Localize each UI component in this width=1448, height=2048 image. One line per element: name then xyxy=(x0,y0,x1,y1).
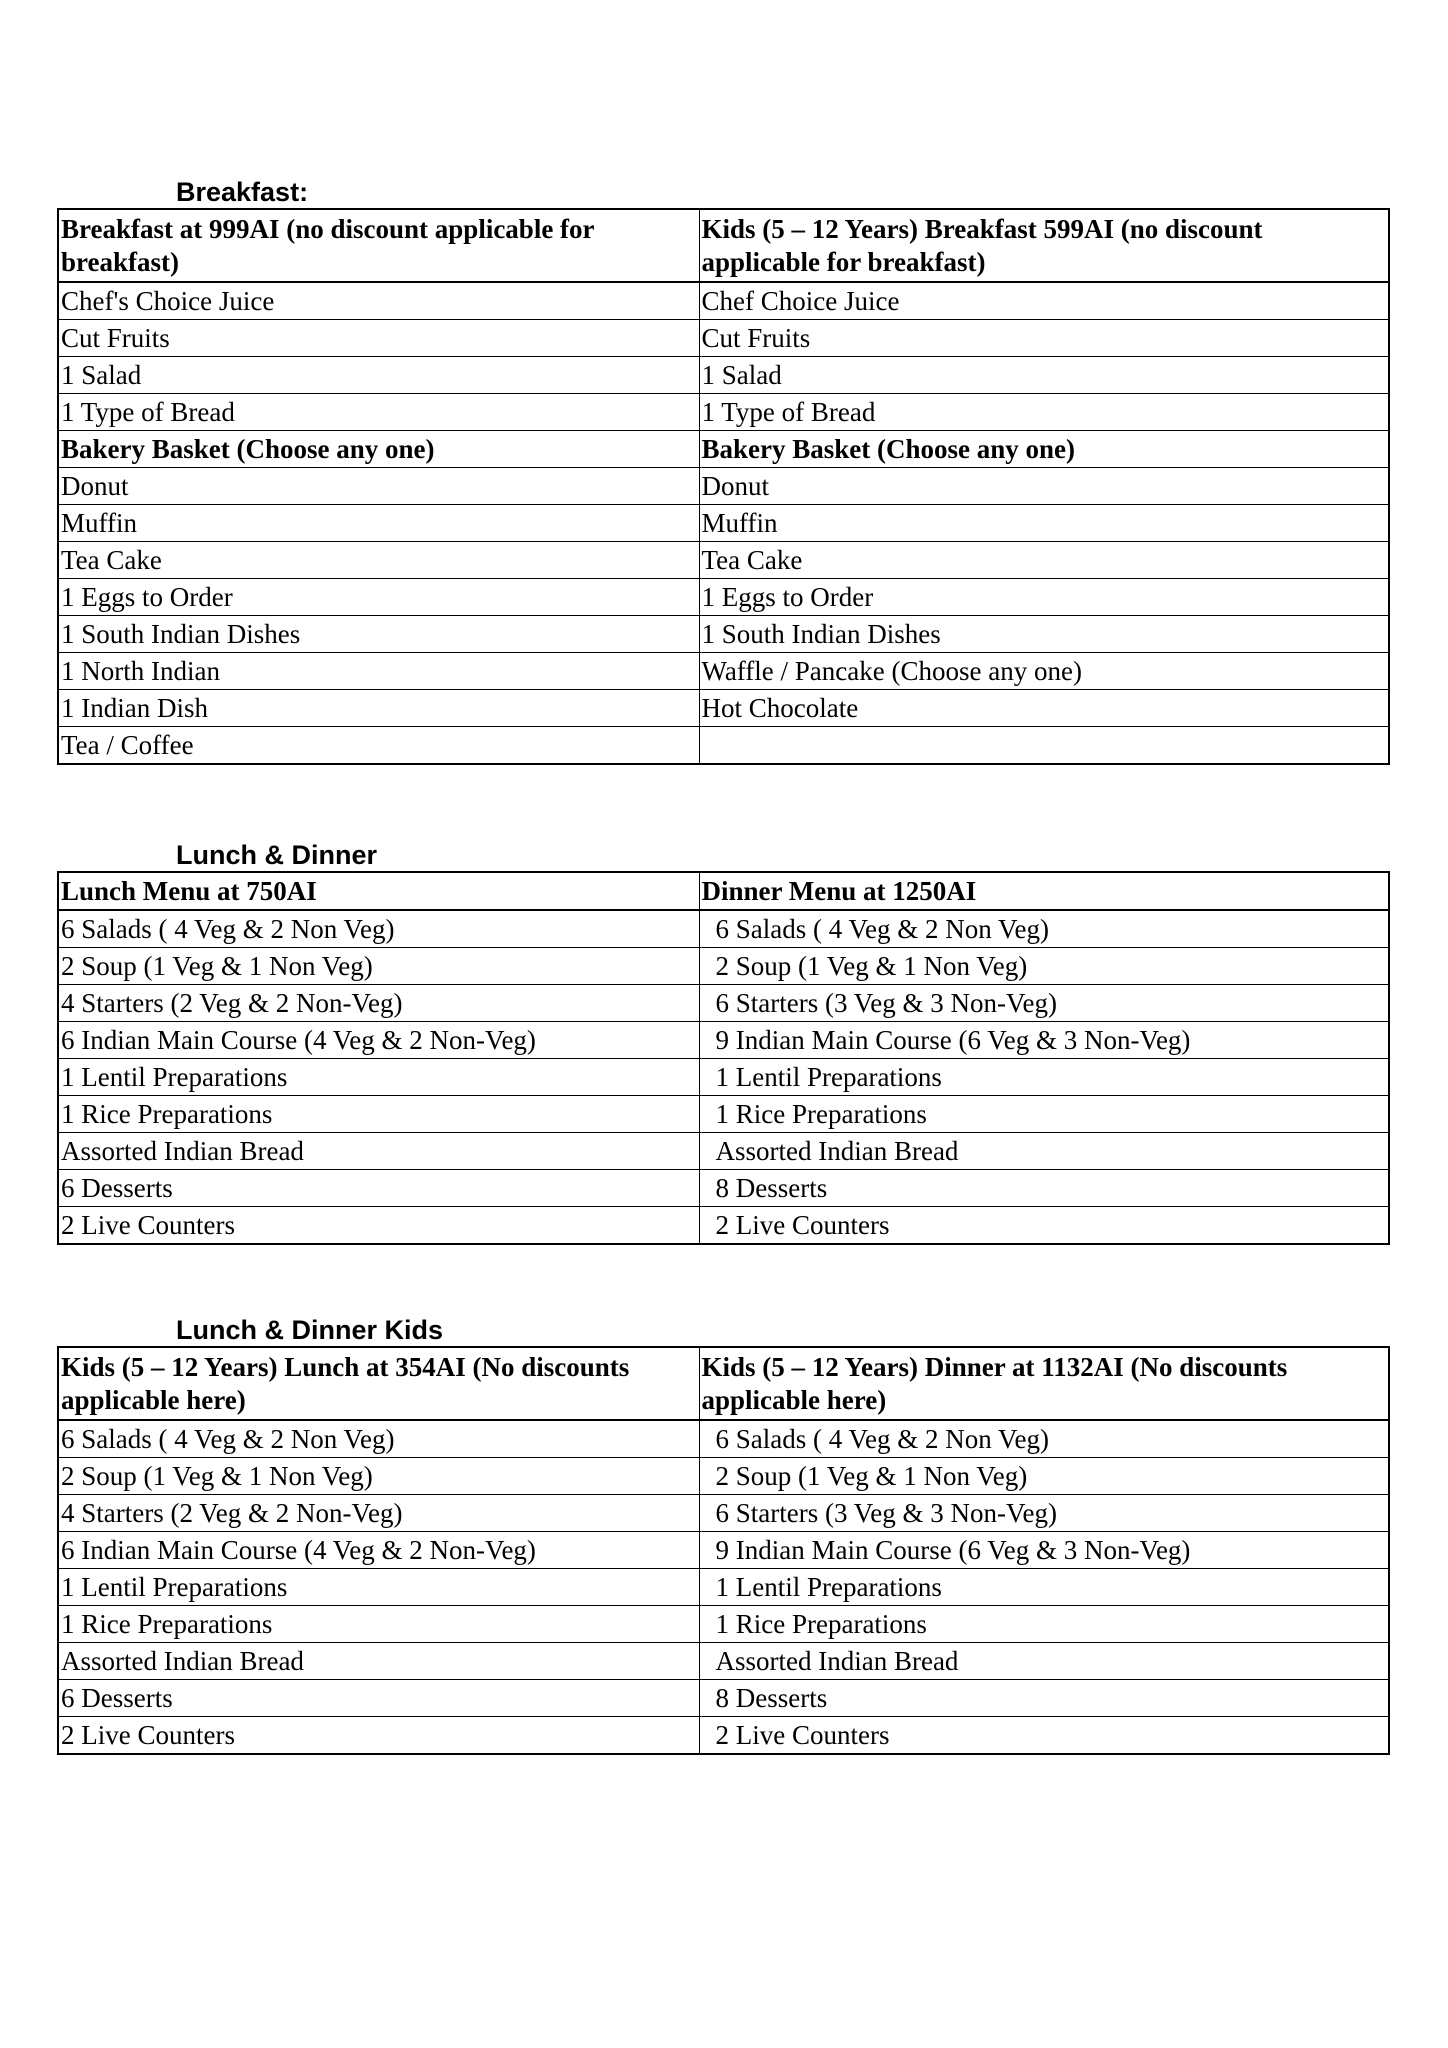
cell-left: 4 Starters (2 Veg & 2 Non-Veg) xyxy=(58,985,699,1022)
table-row xyxy=(58,1420,1389,1458)
cell-left: 6 Desserts xyxy=(58,1680,699,1717)
cell-right: Chef Choice Juice xyxy=(699,282,1389,320)
table-row xyxy=(58,1133,1389,1170)
cell-right xyxy=(699,727,1389,765)
breakfast-section xyxy=(57,176,1388,765)
table-row xyxy=(58,468,1389,505)
table-row xyxy=(58,910,1389,948)
cell-left: 1 Rice Preparations xyxy=(58,1096,699,1133)
cell-left: 1 South Indian Dishes xyxy=(58,616,699,653)
cell-left: 6 Salads ( 4 Veg & 2 Non Veg) xyxy=(58,910,699,948)
table-row xyxy=(58,653,1389,690)
cell-left: 1 Type of Bread xyxy=(58,394,699,431)
cell-left: 1 Salad xyxy=(58,357,699,394)
table-row-subheading xyxy=(58,431,1389,468)
table-row xyxy=(58,948,1389,985)
header-cell-left: Breakfast at 999AI (no discount applicable for breakfast) xyxy=(58,209,699,282)
table-row xyxy=(58,1458,1389,1495)
table-row xyxy=(58,1207,1389,1245)
cell-left: Assorted Indian Bread xyxy=(58,1643,699,1680)
lunch-dinner-kids-section xyxy=(57,1314,1388,1755)
cell-left: 1 Rice Preparations xyxy=(58,1606,699,1643)
cell-right: 2 Soup (1 Veg & 1 Non Veg) xyxy=(699,948,1389,985)
table-row xyxy=(58,1606,1389,1643)
table-row xyxy=(58,1059,1389,1096)
cell-right: 1 Rice Preparations xyxy=(699,1606,1389,1643)
cell-right: 1 South Indian Dishes xyxy=(699,616,1389,653)
cell-right: 1 Type of Bread xyxy=(699,394,1389,431)
cell-left: Muffin xyxy=(58,505,699,542)
cell-left: 1 Lentil Preparations xyxy=(58,1059,699,1096)
cell-right: 1 Lentil Preparations xyxy=(699,1569,1389,1606)
cell-right: 6 Starters (3 Veg & 3 Non-Veg) xyxy=(699,985,1389,1022)
section-title: Lunch & Dinner Kids xyxy=(176,1315,444,1345)
header-cell-right: Kids (5 – 12 Years) Dinner at 1132AI (No discounts applicable here) xyxy=(699,1347,1389,1420)
cell-left: Donut xyxy=(58,468,699,505)
table-row xyxy=(58,394,1389,431)
table-row xyxy=(58,542,1389,579)
cell-left: 1 Eggs to Order xyxy=(58,579,699,616)
header-cell-left: Lunch Menu at 750AI xyxy=(58,872,699,910)
cell-right: Tea Cake xyxy=(699,542,1389,579)
cell-right: Donut xyxy=(699,468,1389,505)
cell-left: 6 Salads ( 4 Veg & 2 Non Veg) xyxy=(58,1420,699,1458)
cell-left: 1 Indian Dish xyxy=(58,690,699,727)
cell-left: Chef's Choice Juice xyxy=(58,282,699,320)
cell-right: 6 Salads ( 4 Veg & 2 Non Veg) xyxy=(699,910,1389,948)
cell-right: Waffle / Pancake (Choose any one) xyxy=(699,653,1389,690)
section-title: Lunch & Dinner xyxy=(176,840,377,870)
cell-left: 6 Desserts xyxy=(58,1170,699,1207)
table-row xyxy=(58,579,1389,616)
table-row xyxy=(58,1022,1389,1059)
cell-right: 1 Rice Preparations xyxy=(699,1096,1389,1133)
cell-right: Assorted Indian Bread xyxy=(699,1643,1389,1680)
header-cell-left: Kids (5 – 12 Years) Lunch at 354AI (No discounts applicable here) xyxy=(58,1347,699,1420)
cell-left: Bakery Basket (Choose any one) xyxy=(58,431,699,468)
table-row xyxy=(58,727,1389,765)
cell-right: Cut Fruits xyxy=(699,320,1389,357)
cell-right: 9 Indian Main Course (6 Veg & 3 Non-Veg) xyxy=(699,1532,1389,1569)
header-cell-right: Kids (5 – 12 Years) Breakfast 599AI (no discount applicable for breakfast) xyxy=(699,209,1389,282)
cell-left: 2 Live Counters xyxy=(58,1717,699,1755)
table-row xyxy=(58,690,1389,727)
cell-right: Bakery Basket (Choose any one) xyxy=(699,431,1389,468)
table-row xyxy=(58,505,1389,542)
cell-left: 6 Indian Main Course (4 Veg & 2 Non-Veg) xyxy=(58,1532,699,1569)
cell-right: 1 Salad xyxy=(699,357,1389,394)
cell-left: 1 Lentil Preparations xyxy=(58,1569,699,1606)
cell-right: 2 Soup (1 Veg & 1 Non Veg) xyxy=(699,1458,1389,1495)
cell-right: Hot Chocolate xyxy=(699,690,1389,727)
table-row xyxy=(58,1532,1389,1569)
cell-right: 1 Lentil Preparations xyxy=(699,1059,1389,1096)
table-header-row xyxy=(58,209,1389,282)
lunch-dinner-table xyxy=(57,871,1390,1245)
table-header-row xyxy=(58,872,1389,910)
table-row xyxy=(58,1643,1389,1680)
cell-right: 9 Indian Main Course (6 Veg & 3 Non-Veg) xyxy=(699,1022,1389,1059)
cell-left: Cut Fruits xyxy=(58,320,699,357)
cell-right: 2 Live Counters xyxy=(699,1717,1389,1755)
header-cell-right: Dinner Menu at 1250AI xyxy=(699,872,1389,910)
cell-left: 1 North Indian xyxy=(58,653,699,690)
table-row xyxy=(58,1495,1389,1532)
cell-left: Tea / Coffee xyxy=(58,727,699,765)
cell-right: 1 Eggs to Order xyxy=(699,579,1389,616)
cell-left: 6 Indian Main Course (4 Veg & 2 Non-Veg) xyxy=(58,1022,699,1059)
table-row xyxy=(58,616,1389,653)
cell-left: Assorted Indian Bread xyxy=(58,1133,699,1170)
cell-right: 6 Starters (3 Veg & 3 Non-Veg) xyxy=(699,1495,1389,1532)
table-row xyxy=(58,1569,1389,1606)
table-row xyxy=(58,320,1389,357)
cell-left: Tea Cake xyxy=(58,542,699,579)
lunch-dinner-section xyxy=(57,839,1388,1245)
table-row xyxy=(58,985,1389,1022)
section-title: Breakfast: xyxy=(176,177,309,207)
cell-left: 2 Live Counters xyxy=(58,1207,699,1245)
cell-right: Assorted Indian Bread xyxy=(699,1133,1389,1170)
cell-left: 4 Starters (2 Veg & 2 Non-Veg) xyxy=(58,1495,699,1532)
cell-right: Muffin xyxy=(699,505,1389,542)
table-row xyxy=(58,1170,1389,1207)
cell-right: 8 Desserts xyxy=(699,1170,1389,1207)
cell-right: 8 Desserts xyxy=(699,1680,1389,1717)
cell-left: 2 Soup (1 Veg & 1 Non Veg) xyxy=(58,948,699,985)
table-row xyxy=(58,1680,1389,1717)
table-row xyxy=(58,1717,1389,1755)
table-header-row xyxy=(58,1347,1389,1420)
lunch-dinner-kids-table xyxy=(57,1346,1390,1755)
cell-right: 6 Salads ( 4 Veg & 2 Non Veg) xyxy=(699,1420,1389,1458)
table-row xyxy=(58,357,1389,394)
table-row xyxy=(58,282,1389,320)
cell-right: 2 Live Counters xyxy=(699,1207,1389,1245)
breakfast-table xyxy=(57,208,1390,765)
table-row xyxy=(58,1096,1389,1133)
cell-left: 2 Soup (1 Veg & 1 Non Veg) xyxy=(58,1458,699,1495)
